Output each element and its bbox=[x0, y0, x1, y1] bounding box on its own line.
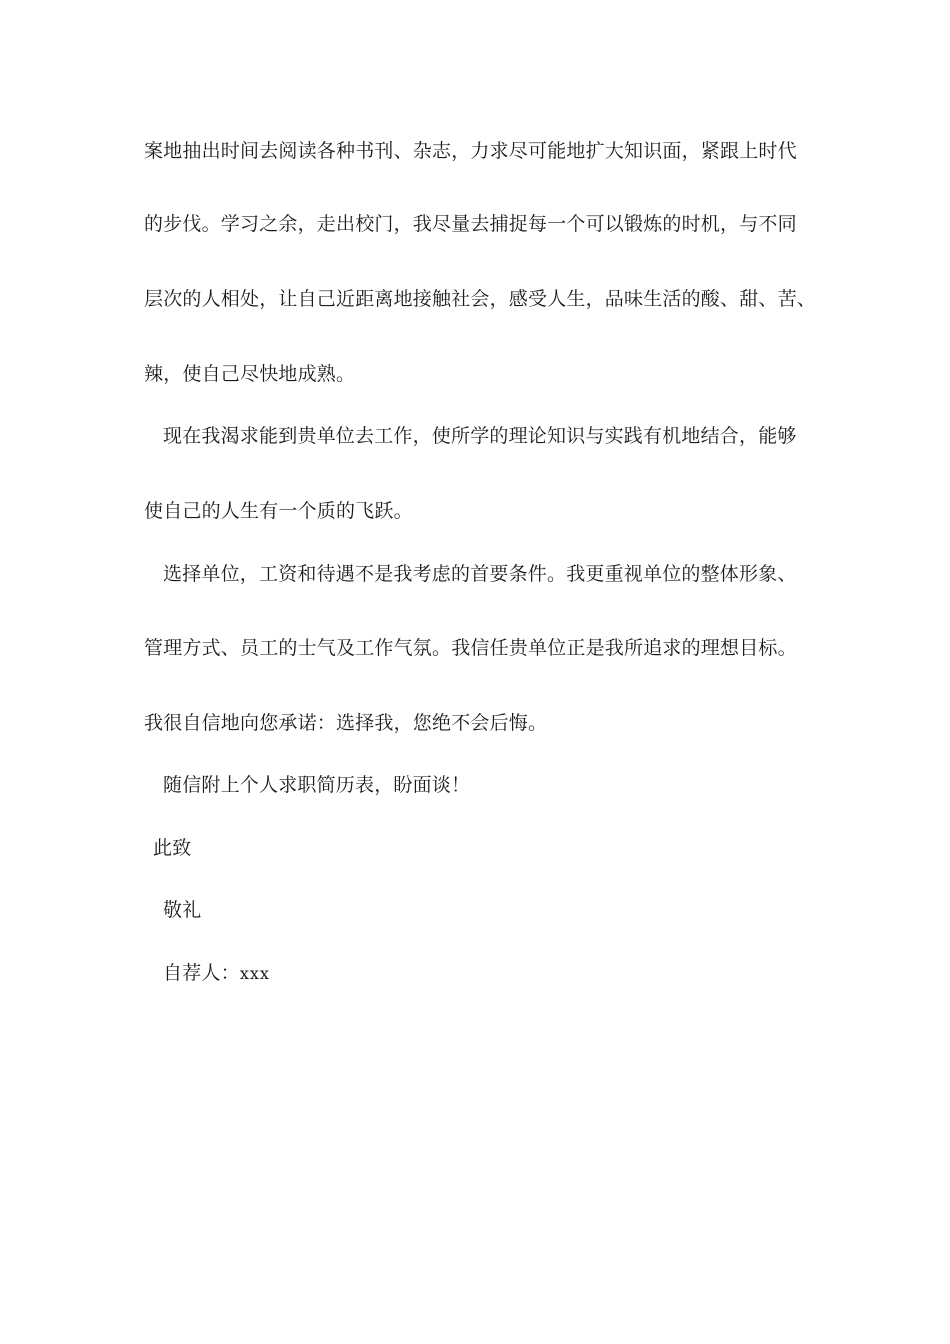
signature bbox=[163, 961, 270, 986]
signature-name: xxx bbox=[239, 964, 270, 983]
paragraph-line: 随信附上个人求职简历表，盼面谈！ bbox=[163, 774, 471, 796]
paragraph-line: 使自己的人生有一个质的飞跃。 bbox=[144, 500, 413, 522]
paragraph-line: 辣，使自己尽快地成熟。 bbox=[144, 363, 356, 385]
paragraph-line: 层次的人相处，让自己近距离地接触社会，感受人生，品味生活的酸、甜、苦、 bbox=[144, 288, 817, 310]
paragraph-line: 我很自信地向您承诺：选择我，您绝不会后悔。 bbox=[144, 712, 548, 734]
salute-text: 敬礼 bbox=[163, 899, 202, 921]
signature-label: 自荐人： bbox=[163, 962, 240, 984]
paragraph-line: 选择单位，工资和待遇不是我考虑的首要条件。我更重视单位的整体形象、 bbox=[163, 563, 797, 585]
paragraph-line: 案地抽出时间去阅读各种书刊、杂志，力求尽可能地扩大知识面，紧跟上时代 bbox=[144, 140, 797, 162]
paragraph-line: 的步伐。学习之余，走出校门，我尽量去捕捉每一个可以锻炼的时机，与不同 bbox=[144, 213, 797, 235]
paragraph-line: 现在我渴求能到贵单位去工作，使所学的理论知识与实践有机地结合，能够 bbox=[163, 425, 797, 447]
closing-text: 此致 bbox=[153, 837, 192, 859]
paragraph-line: 管理方式、员工的士气及工作气氛。我信任贵单位正是我所追求的理想目标。 bbox=[144, 637, 797, 659]
